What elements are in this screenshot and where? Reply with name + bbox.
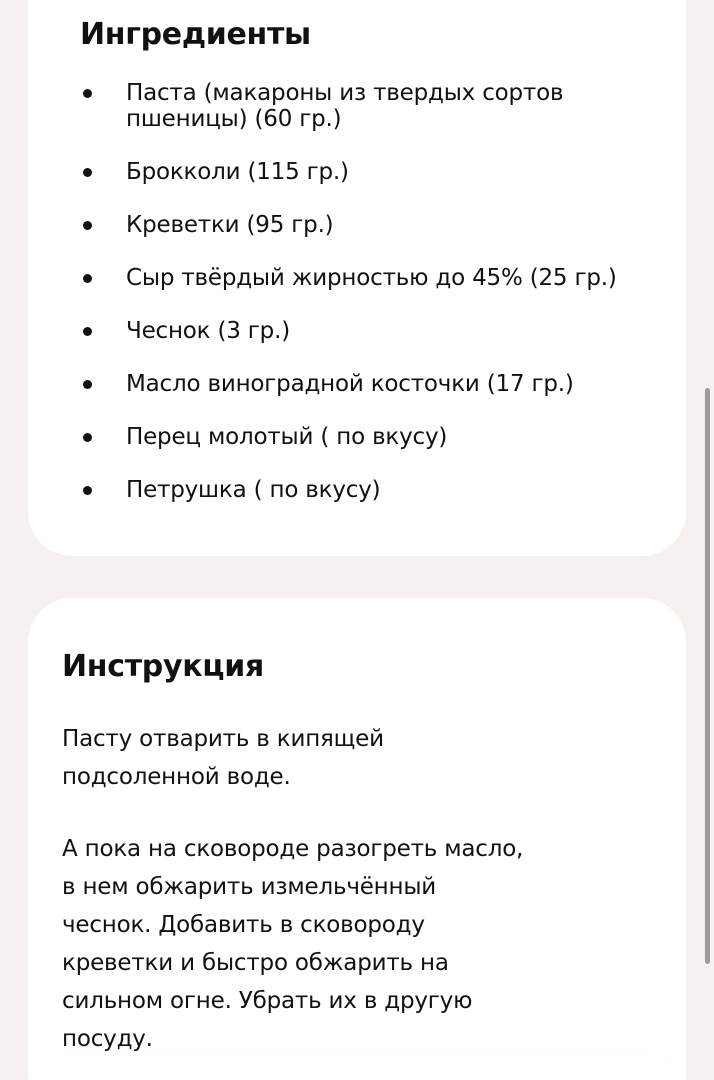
- ingredient-text: Петрушка ( по вкусу): [126, 477, 381, 503]
- bullet-icon: [83, 89, 92, 98]
- ingredient-item: [28, 159, 686, 185]
- ingredient-text: Чеснок (3 гр.): [126, 318, 290, 344]
- instructions-title: Инструкция: [62, 649, 264, 684]
- instruction-step: Пасту отварить в кипящей подсоленной воде.: [62, 726, 384, 790]
- ingredient-text: Креветки (95 гр.): [126, 212, 334, 238]
- instruction-step: А пока на сковороде разогреть масло, в нем обжарить измельчённый чеснок. Добавить в сковороду креветки и быстро обжарить на сильном огне. Убрать их в другую посуду.: [62, 836, 524, 1052]
- bullet-icon: [83, 221, 92, 230]
- ingredient-item: [28, 424, 686, 450]
- bullet-icon: [83, 327, 92, 336]
- ingredient-text: Перец молотый ( по вкусу): [126, 424, 448, 450]
- ingredient-text: Брокколи (115 гр.): [126, 159, 349, 185]
- bullet-icon: [83, 168, 92, 177]
- ingredient-item: [28, 371, 686, 397]
- bullet-icon: [83, 274, 92, 283]
- bullet-icon: [83, 380, 92, 389]
- bullet-icon: [83, 433, 92, 442]
- instructions-card: [28, 598, 686, 1080]
- scrollbar-thumb[interactable]: [705, 388, 710, 964]
- next-card: [28, 1052, 686, 1080]
- ingredient-item: [28, 265, 686, 291]
- ingredients-title: Ингредиенты: [80, 17, 311, 52]
- bullet-icon: [83, 486, 92, 495]
- ingredient-item: [28, 212, 686, 238]
- ingredient-list: [28, 80, 686, 530]
- ingredient-item: [28, 80, 686, 132]
- ingredients-card: [28, 0, 686, 556]
- ingredient-text: Паста (макароны из твердых сортов пшеницы) (60 гр.): [126, 80, 564, 132]
- ingredient-item: [28, 318, 686, 344]
- ingredient-text: Сыр твёрдый жирностью до 45% (25 гр.): [126, 265, 617, 291]
- ingredient-item: [28, 477, 686, 503]
- ingredient-text: Масло виноградной косточки (17 гр.): [126, 371, 574, 397]
